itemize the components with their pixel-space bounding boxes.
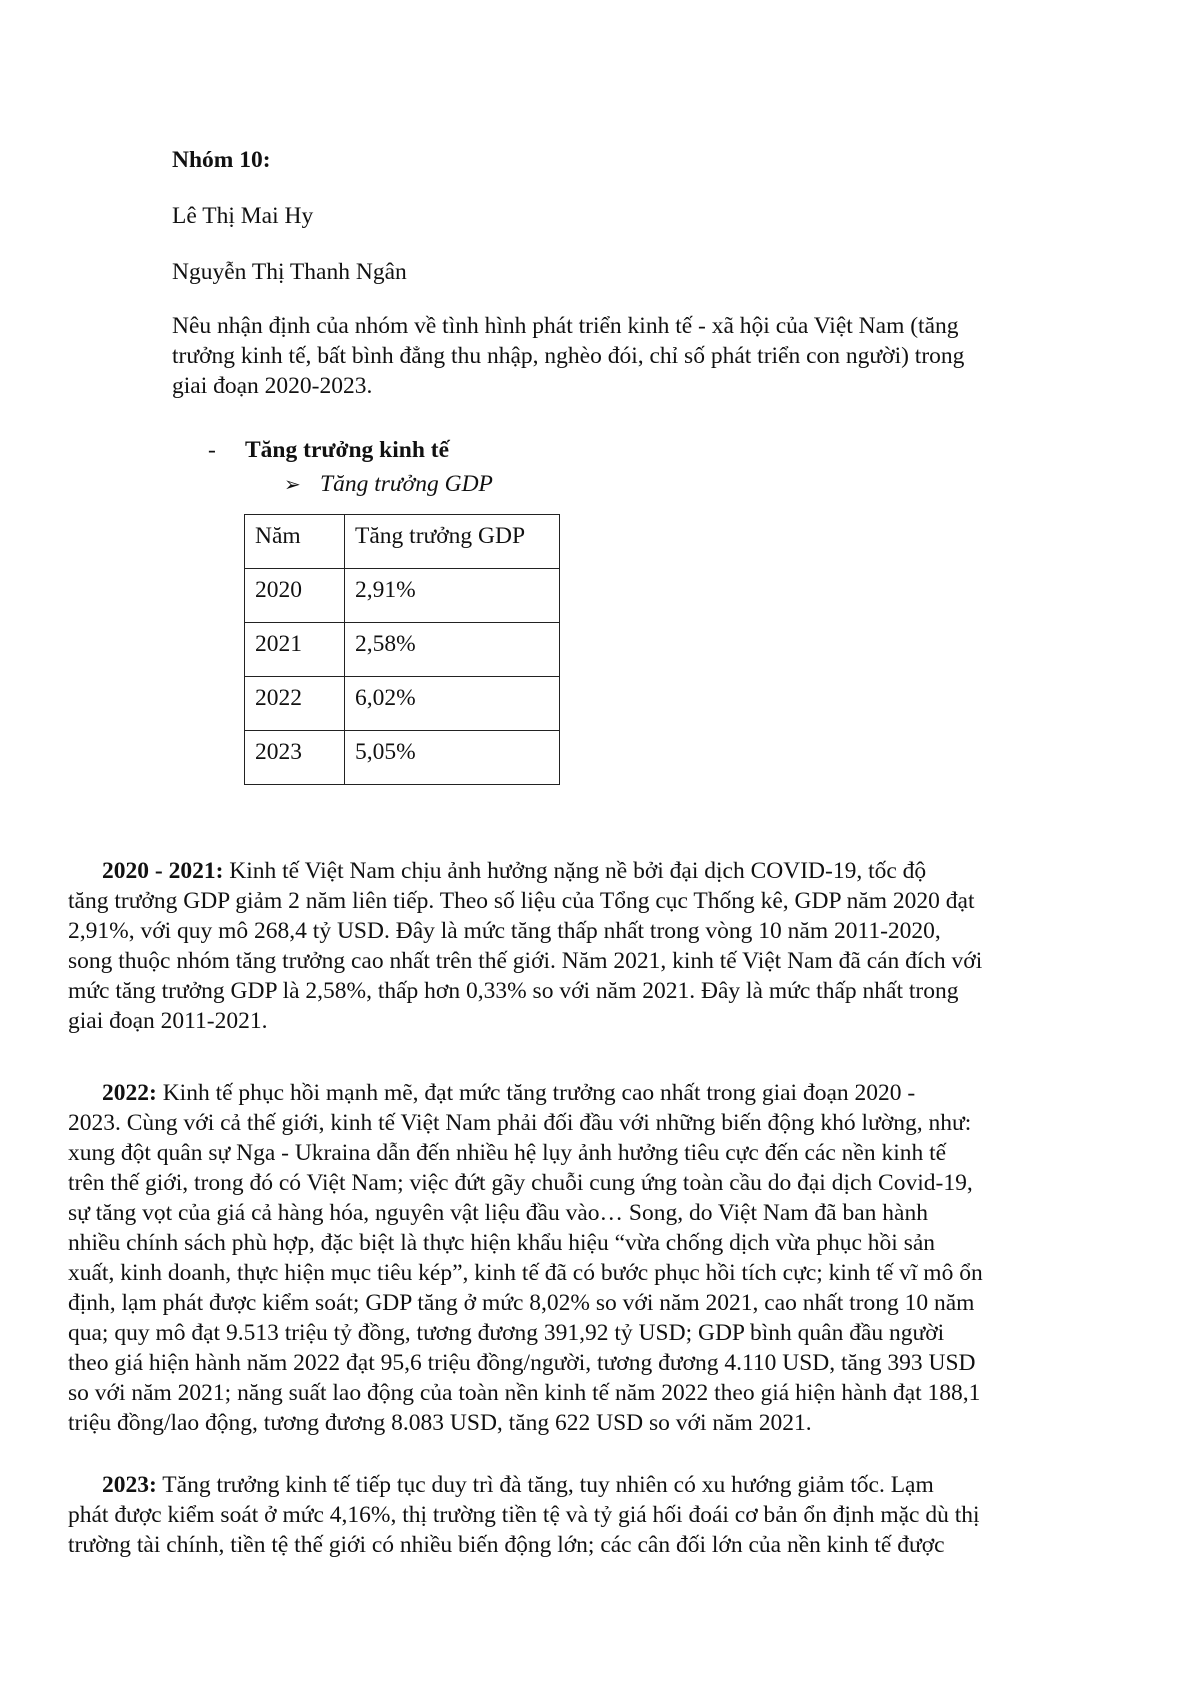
- task-line: trưởng kinh tế, bất bình đẳng thu nhập, nghèo đói, chỉ số phát triển con người) trong: [172, 343, 965, 369]
- subsection-heading: Tăng trưởng GDP: [320, 471, 493, 497]
- paragraph-line: giai đoạn 2011-2021.: [68, 1008, 268, 1034]
- section-heading: Tăng trưởng kinh tế: [245, 437, 450, 463]
- paragraph-line: tăng trưởng GDP giảm 2 năm liên tiếp. Theo số liệu của Tổng cục Thống kê, GDP năm 2020 đạt: [68, 888, 975, 914]
- paragraph-line: sự tăng vọt của giá cả hàng hóa, nguyên vật liệu đầu vào… Song, do Việt Nam đã ban hành: [68, 1200, 928, 1226]
- paragraph-line: phát được kiểm soát ở mức 4,16%, thị trường tiền tệ và tỷ giá hối đoái cơ bản ổn định mặc dù thị: [68, 1502, 980, 1528]
- table-header-row: [245, 515, 560, 569]
- table-row: [245, 623, 560, 677]
- paragraph-line: định, lạm phát được kiểm soát; GDP tăng ở mức 8,02% so với năm 2021, cao nhất trong 10 năm: [68, 1290, 975, 1316]
- cell-gdp: 6,02%: [345, 677, 560, 731]
- paragraph-line: mức tăng trưởng GDP là 2,58%, thấp hơn 0,33% so với năm 2021. Đây là mức thấp nhất trong: [68, 978, 959, 1004]
- paragraph-lead: 2023:: [102, 1472, 157, 1498]
- gdp-growth-table: [244, 514, 560, 785]
- header-cell-gdp: Tăng trưởng GDP: [345, 515, 560, 569]
- paragraph-line: xuất, kinh doanh, thực hiện mục tiêu kép”, kinh tế đã có bước phục hồi tích cực; kinh tế vĩ mô ổn: [68, 1260, 983, 1286]
- paragraph-text: Kinh tế Việt Nam chịu ảnh hưởng nặng nề bởi đại dịch COVID-19, tốc độ: [223, 858, 927, 884]
- paragraph-2023: [68, 1470, 1068, 1560]
- table-row: [245, 677, 560, 731]
- paragraph-line: [68, 856, 1068, 886]
- paragraph-line: so với năm 2021; năng suất lao động của toàn nền kinh tế năm 2022 theo giá hiện hành đạt 188,1: [68, 1380, 981, 1406]
- cell-year: 2020: [245, 569, 345, 623]
- paragraph-line: [68, 1078, 1068, 1108]
- paragraph-2022: [68, 1078, 1068, 1438]
- paragraph-line: nhiều chính sách phù hợp, đặc biệt là thực hiện khẩu hiệu “vừa chống dịch vừa phục hồi sản: [68, 1230, 936, 1256]
- cell-year: 2022: [245, 677, 345, 731]
- paragraph-line: xung đột quân sự Nga - Ukraina dẫn đến nhiều hệ lụy ảnh hưởng tiêu cực đến các nền kinh tế: [68, 1140, 947, 1166]
- paragraph-lead: 2022:: [102, 1080, 157, 1106]
- header-cell-year: Năm: [245, 515, 345, 569]
- paragraph-text: Kinh tế phục hồi mạnh mẽ, đạt mức tăng trưởng cao nhất trong giai đoạn 2020 -: [156, 1080, 916, 1106]
- paragraph-line: triệu đồng/lao động, tương đương 8.083 USD, tăng 622 USD so với năm 2021.: [68, 1410, 812, 1436]
- cell-gdp: 2,58%: [345, 623, 560, 677]
- task-line: Nêu nhận định của nhóm về tình hình phát triển kinh tế - xã hội của Việt Nam (tăng: [172, 313, 959, 339]
- paragraph-line: song thuộc nhóm tăng trưởng cao nhất trên thế giới. Năm 2021, kinh tế Việt Nam đã cán đích với: [68, 948, 983, 974]
- cell-year: 2021: [245, 623, 345, 677]
- member-name-1: Lê Thị Mai Hy: [172, 203, 314, 229]
- cell-year: 2023: [245, 731, 345, 785]
- paragraph-line: qua; quy mô đạt 9.513 triệu tỷ đồng, tương đương 391,92 tỷ USD; GDP bình quân đầu người: [68, 1320, 945, 1346]
- task-description: [172, 311, 1132, 401]
- paragraph-line: 2,91%, với quy mô 268,4 tỷ USD. Đây là mức tăng thấp nhất trong vòng 10 năm 2011-2020,: [68, 918, 941, 944]
- paragraph-line: 2023. Cùng với cả thế giới, kinh tế Việt Nam phải đối đầu với những biến động khó lường, như:: [68, 1110, 972, 1136]
- paragraph-text: Tăng trưởng kinh tế tiếp tục duy trì đà tăng, tuy nhiên có xu hướng giảm tốc. Lạm: [156, 1472, 934, 1498]
- member-name-2: Nguyễn Thị Thanh Ngân: [172, 259, 407, 285]
- paragraph-lead: 2020 - 2021:: [102, 858, 224, 884]
- paragraph-2020-2021: [68, 856, 1068, 1036]
- paragraph-line: theo giá hiện hành năm 2022 đạt 95,6 triệu đồng/người, tương đương 4.110 USD, tăng 393 USD: [68, 1350, 976, 1376]
- bullet-dash: -: [208, 437, 216, 463]
- table-row: [245, 569, 560, 623]
- table-row: [245, 731, 560, 785]
- arrow-bullet-icon: ➢: [284, 474, 301, 496]
- paragraph-line: [68, 1470, 1068, 1500]
- cell-gdp: 5,05%: [345, 731, 560, 785]
- paragraph-line: trường tài chính, tiền tệ thế giới có nhiều biến động lớn; các cân đối lớn của nền kinh tế được: [68, 1532, 945, 1558]
- group-label: Nhóm 10:: [172, 147, 271, 173]
- paragraph-line: trên thế giới, trong đó có Việt Nam; việc đứt gãy chuỗi cung ứng toàn cầu do đại dịch Covid-19,: [68, 1170, 973, 1196]
- cell-gdp: 2,91%: [345, 569, 560, 623]
- task-line: giai đoạn 2020-2023.: [172, 373, 373, 399]
